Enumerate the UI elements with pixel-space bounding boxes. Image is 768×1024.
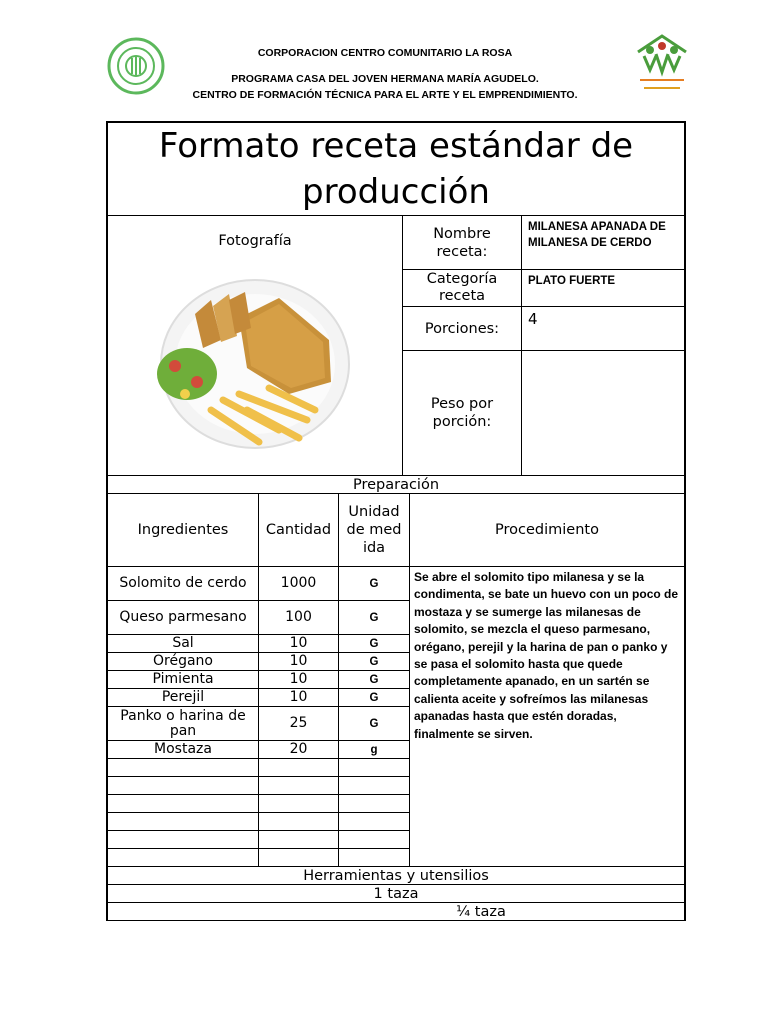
ingredient-unit-cell	[338, 566, 410, 601]
ingredient-unit-cell	[338, 794, 410, 813]
unit-header-text: Unidad de medida	[346, 504, 402, 556]
ingredient-name-cell	[107, 794, 259, 813]
weight-label-cell	[402, 350, 522, 476]
ingredient-qty-cell	[258, 634, 339, 653]
name-value-cell	[521, 215, 685, 270]
ingredient-qty-cell	[258, 848, 339, 867]
ingredient-unit: G	[369, 655, 379, 668]
ingredient-unit: g	[370, 743, 378, 756]
ingredient-qty-cell	[258, 600, 339, 635]
ingredient-qty-cell	[258, 688, 339, 707]
col-header-quantity	[258, 493, 339, 567]
ingredient-name-cell	[107, 634, 259, 653]
ingredient-qty: 10	[289, 653, 308, 669]
ingredient-name-cell	[107, 652, 259, 671]
ingredient-name-cell	[107, 848, 259, 867]
header-line-3: CENTRO DE FORMACIÓN TÉCNICA PARA EL ARTE Y EL EMPRENDIMIENTO.	[192, 89, 578, 101]
ingredient-qty: 10	[289, 635, 308, 651]
ingredient-name-cell	[107, 670, 259, 689]
ingredient-name: Queso parmesano	[119, 609, 247, 625]
ingredient-name-cell	[107, 706, 259, 741]
ingredient-unit-cell	[338, 776, 410, 795]
procedure-header-text: Procedimiento	[495, 522, 599, 538]
ingredient-unit-cell	[338, 758, 410, 777]
tool-item-2-text: ¼ taza	[456, 903, 506, 920]
tools-label: Herramientas y utensilios	[303, 867, 489, 884]
quantity-header-text: Cantidad	[265, 522, 332, 538]
ingredient-unit: G	[369, 717, 379, 730]
procedure-text: Se abre el solomito tipo milanesa y se la condimenta, se bate un huevo con un poco de mostaza y se sumerge las milanesas de solomito, se mezcla el queso parmesano, orégano, perejil y la harina de pan o panko y se pasa el solomito hasta que quede completamente apanado, en un sartén se calienta aceite y sofreímos las milanesas apanadas hasta que estén doradas, finalmente se sirven.	[414, 570, 679, 741]
ingredient-qty-cell	[258, 830, 339, 849]
weight-label: Peso por porción:	[430, 396, 494, 430]
header-line-1: CORPORACION CENTRO COMUNITARIO LA ROSA	[257, 47, 513, 59]
ingredients-header-text: Ingredientes	[137, 522, 229, 538]
ingredient-unit-cell	[338, 740, 410, 759]
ingredient-unit: G	[369, 691, 379, 704]
portions-label-cell	[402, 306, 522, 351]
ingredient-unit-cell	[338, 652, 410, 671]
ingredient-qty: 25	[289, 715, 308, 731]
tool-item-2	[107, 902, 685, 921]
ingredient-name-cell	[107, 758, 259, 777]
ingredient-qty-cell	[258, 670, 339, 689]
name-label: Nombre receta:	[433, 225, 491, 260]
ingredient-name: Mostaza	[154, 741, 212, 757]
ingredient-qty-cell	[258, 566, 339, 601]
ingredient-qty: 100	[285, 609, 312, 625]
ingredient-unit: G	[369, 637, 379, 650]
ingredient-unit-cell	[338, 634, 410, 653]
title-line-1: Formato receta estándar de	[158, 126, 634, 166]
ingredient-name: Solomito de cerdo	[119, 575, 247, 591]
category-label-cell	[402, 269, 522, 307]
ingredient-qty: 10	[289, 689, 308, 705]
ingredient-name-cell	[107, 600, 259, 635]
photo-label: Fotografía	[218, 233, 292, 249]
dish-photo	[129, 270, 381, 470]
recipe-sheet	[106, 121, 686, 921]
ingredient-name: Orégano	[153, 653, 213, 669]
ingredient-unit-cell	[338, 812, 410, 831]
ingredient-unit-cell	[338, 706, 410, 741]
ingredient-qty-cell	[258, 812, 339, 831]
col-header-ingredients	[107, 493, 259, 567]
name-label-cell	[402, 215, 522, 270]
ingredient-name: Panko o harina de pan	[120, 707, 246, 739]
ingredient-name: Sal	[172, 635, 194, 651]
ingredient-unit-cell	[338, 688, 410, 707]
tool-item-1	[107, 884, 685, 903]
ingredient-qty-cell	[258, 652, 339, 671]
ingredient-name: Pimienta	[152, 671, 214, 687]
ingredient-qty-cell	[258, 758, 339, 777]
col-header-procedure	[409, 493, 685, 567]
title-line-2: producción	[302, 172, 490, 212]
corporation-logo	[106, 36, 166, 96]
procedure-cell	[409, 566, 685, 867]
ingredient-unit-cell	[338, 670, 410, 689]
ingredient-unit-cell	[338, 600, 410, 635]
ingredient-qty: 20	[289, 741, 308, 757]
header-line-2: PROGRAMA CASA DEL JOVEN HERMANA MARÍA AGUDELO.	[231, 73, 539, 85]
ingredient-name-cell	[107, 688, 259, 707]
recipe-name-value: MILANESA APANADA DE MILANESA DE CERDO	[528, 221, 666, 249]
casa-del-joven-logo	[632, 30, 692, 96]
category-label: Categoría receta	[426, 271, 498, 304]
ingredient-qty: 10	[289, 671, 308, 687]
ingredient-name-cell	[107, 566, 259, 601]
tool-item-1-text: 1 taza	[373, 885, 419, 902]
ingredient-unit: G	[369, 673, 379, 686]
ingredient-unit-cell	[338, 848, 410, 867]
col-header-unit	[338, 493, 410, 567]
ingredient-unit-cell	[338, 830, 410, 849]
ingredient-name-cell	[107, 740, 259, 759]
portions-value: 4	[528, 310, 538, 328]
ingredient-name: Perejil	[161, 689, 205, 705]
ingredient-unit: G	[369, 577, 379, 590]
ingredient-name-cell	[107, 830, 259, 849]
category-value-cell	[521, 269, 685, 307]
document-header	[0, 0, 768, 120]
portions-label: Porciones:	[424, 320, 500, 337]
weight-value-cell	[521, 350, 685, 476]
tools-section-header	[107, 866, 685, 885]
category-value: PLATO FUERTE	[528, 275, 616, 287]
preparation-label: Preparación	[352, 476, 440, 493]
ingredient-qty: 1000	[280, 575, 317, 591]
recipe-title	[107, 122, 685, 216]
ingredient-unit: G	[369, 611, 379, 624]
ingredient-name-cell	[107, 812, 259, 831]
portions-value-cell	[521, 306, 685, 351]
ingredient-qty-cell	[258, 776, 339, 795]
ingredient-qty-cell	[258, 706, 339, 741]
preparation-section-header	[107, 475, 685, 494]
ingredient-qty-cell	[258, 794, 339, 813]
ingredient-name-cell	[107, 776, 259, 795]
ingredient-qty-cell	[258, 740, 339, 759]
